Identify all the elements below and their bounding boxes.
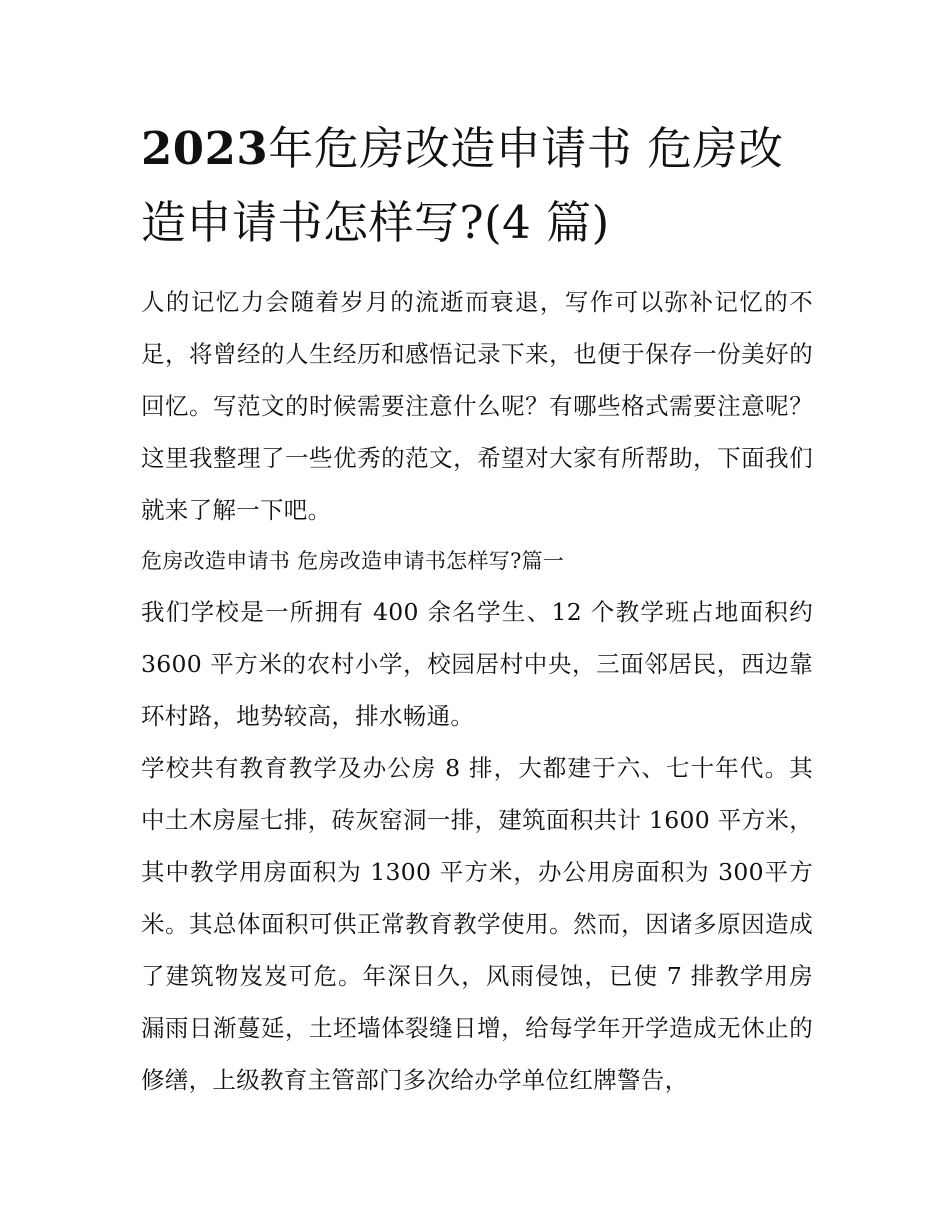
title-year: 2023 [141,122,269,175]
section-heading: 危房改造申请书 危房改造申请书怎样写?篇一 [141,549,565,573]
title-text: 年危房改造申请书 危房改造申请书怎样写?(4 篇) [141,122,784,249]
body-paragraph: 学校共有教育教学及办公房 8 排，大都建于六、七十年代。其中土木房屋七排，砖灰窑洞一排，建筑面积共计 1600 平方米，其中教学用房面积为 1300 平方米，办公用房面积为 300平方米。其总体面积可供正常教育教学使用。然而，因诸多原因造成了建筑物岌岌可危。年深日久，风雨侵蚀，已使 7 排教学用房漏雨日渐蔓延，土坯墙体裂缝日增，给每学年开学造成无休止的修缮，上级教育主管部门多次给办学单位红牌警告， [141,754,813,1094]
document-title [141,112,821,260]
document-body [141,276,813,1106]
body-paragraph: 我们学校是一所拥有 400 余名学生、12 个教学班占地面积约3600 平方米的农村小学，校园居村中央，三面邻居民，西边靠环村路，地势较高，排水畅通。 [141,598,813,730]
intro-paragraph: 人的记忆力会随着岁月的流逝而衰退，写作可以弥补记忆的不足，将曾经的人生经历和感悟记录下来，也便于保存一份美好的回忆。写范文的时候需要注意什么呢？有哪些格式需要注意呢？这里我整理了一些优秀的范文，希望对大家有所帮助，下面我们就来了解一下吧。 [141,288,813,524]
